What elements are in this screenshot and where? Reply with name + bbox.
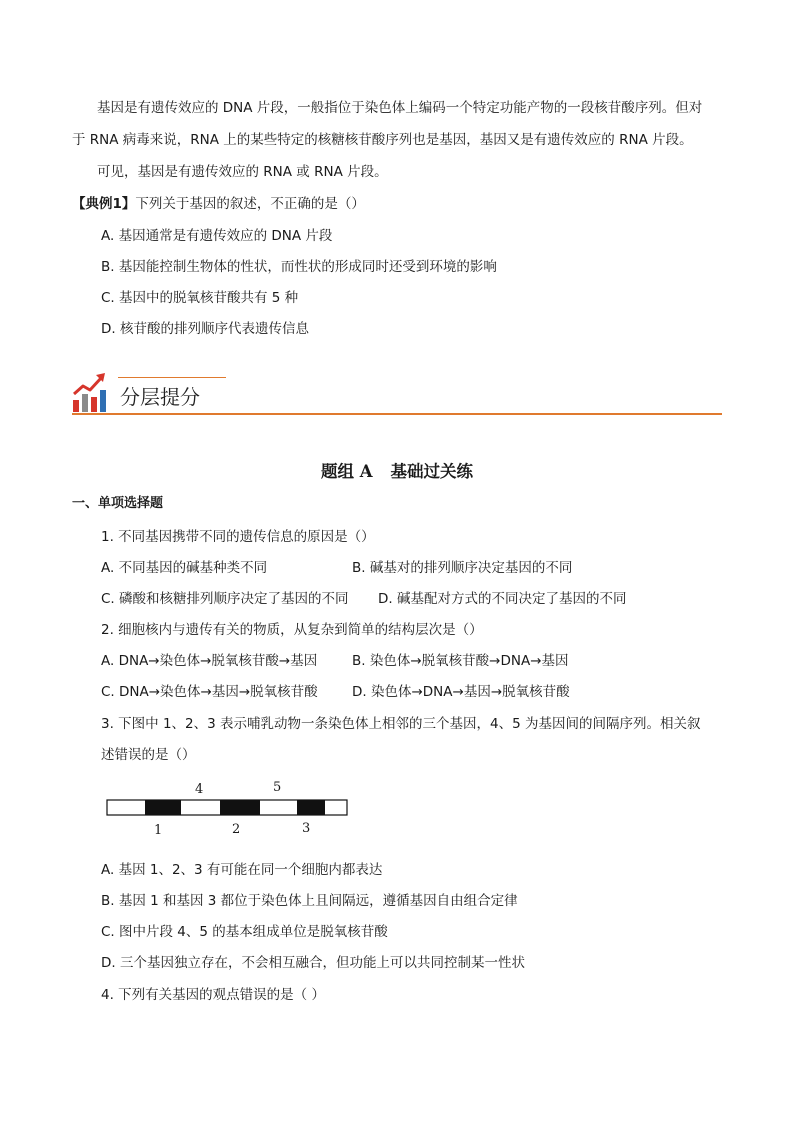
example-1-option-c: C. 基因中的脱氧核苷酸共有 5 种 — [101, 290, 299, 306]
group-label: 题组 A — [320, 462, 373, 481]
gene-3-segment — [297, 800, 325, 815]
q2-option-a: A. DNA→染色体→脱氧核苷酸→基因 — [101, 653, 318, 669]
example-tag: 【典例1】 — [72, 196, 136, 212]
q3-stem-line-2: 述错误的是（） — [101, 747, 196, 763]
q3-option-a: A. 基因 1、2、3 有可能在同一个细胞内都表达 — [101, 862, 383, 878]
intro-paragraph-2: 可见，基因是有遗传效应的 RNA 或 RNA 片段。 — [97, 164, 388, 180]
q3-option-b: B. 基因 1 和基因 3 都位于染色体上且间隔远，遵循基因自由组合定律 — [101, 893, 518, 909]
example-1-stem — [72, 194, 365, 214]
q2-option-b: B. 染色体→脱氧核苷酸→DNA→基因 — [352, 653, 569, 669]
example-1-option-b: B. 基因能控制生物体的性状，而性状的形成同时还受到环境的影响 — [101, 259, 497, 275]
gene-2-segment — [220, 800, 260, 815]
section-banner — [72, 370, 722, 418]
example-1-option-d: D. 核苷酸的排列顺序代表遗传信息 — [101, 321, 309, 337]
q3-stem-line-1: 3. 下图中 1、2、3 表示哺乳动物一条染色体上相邻的三个基因，4、5 为基因间的间隔序列。相关叙 — [101, 716, 701, 732]
part-heading: 一、单项选择题 — [72, 496, 164, 511]
q1-option-a: A. 不同基因的碱基种类不同 — [101, 560, 268, 576]
q2-option-c: C. DNA→染色体→基因→脱氧核苷酸 — [101, 684, 318, 700]
q1-option-d: D. 碱基配对方式的不同决定了基因的不同 — [378, 591, 627, 607]
example-question: 下列关于基因的叙述，不正确的是（） — [135, 196, 365, 212]
diagram-label-3: 3 — [302, 821, 311, 836]
section-title: 分层提分 — [120, 385, 200, 409]
q1-option-b: B. 碱基对的排列顺序决定基因的不同 — [352, 560, 573, 576]
intro-paragraph-1-line-1: 基因是有遗传效应的 DNA 片段，一般指位于染色体上编码一个特定功能产物的一段核苷酸序列。但对 — [97, 100, 703, 116]
diagram-label-5: 5 — [273, 780, 282, 795]
gene-1-segment — [145, 800, 181, 815]
intro-paragraph-1-line-2: 于 RNA 病毒来说，RNA 上的某些特定的核糖核苷酸序列也是基因，基因又是有遗传效应的 RNA 片段。 — [72, 132, 693, 148]
q2-option-d: D. 染色体→DNA→基因→脱氧核苷酸 — [352, 684, 570, 700]
group-name: 基础过关练 — [390, 462, 474, 481]
q3-option-c: C. 图中片段 4、5 的基本组成单位是脱氧核苷酸 — [101, 924, 388, 940]
diagram-label-1: 1 — [154, 823, 163, 838]
example-1-option-a: A. 基因通常是有遗传效应的 DNA 片段 — [101, 228, 333, 244]
q1-option-c: C. 磷酸和核糖排列顺序决定了基因的不同 — [101, 591, 349, 607]
banner-top-rule — [118, 377, 226, 378]
group-title — [0, 458, 794, 482]
q3-option-d: D. 三个基因独立存在，不会相互融合，但功能上可以共同控制某一性状 — [101, 955, 525, 971]
q1-stem: 1. 不同基因携带不同的遗传信息的原因是（） — [101, 529, 375, 545]
q2-stem: 2. 细胞核内与遗传有关的物质，从复杂到简单的结构层次是（） — [101, 622, 483, 638]
diagram-label-4: 4 — [195, 782, 204, 797]
chromosome-bar — [105, 778, 355, 840]
chromosome-gene-diagram — [105, 778, 355, 840]
banner-rule — [72, 413, 722, 415]
q4-stem: 4. 下列有关基因的观点错误的是（ ） — [101, 987, 325, 1003]
diagram-label-2: 2 — [232, 822, 241, 837]
rising-chart-icon — [72, 372, 108, 414]
